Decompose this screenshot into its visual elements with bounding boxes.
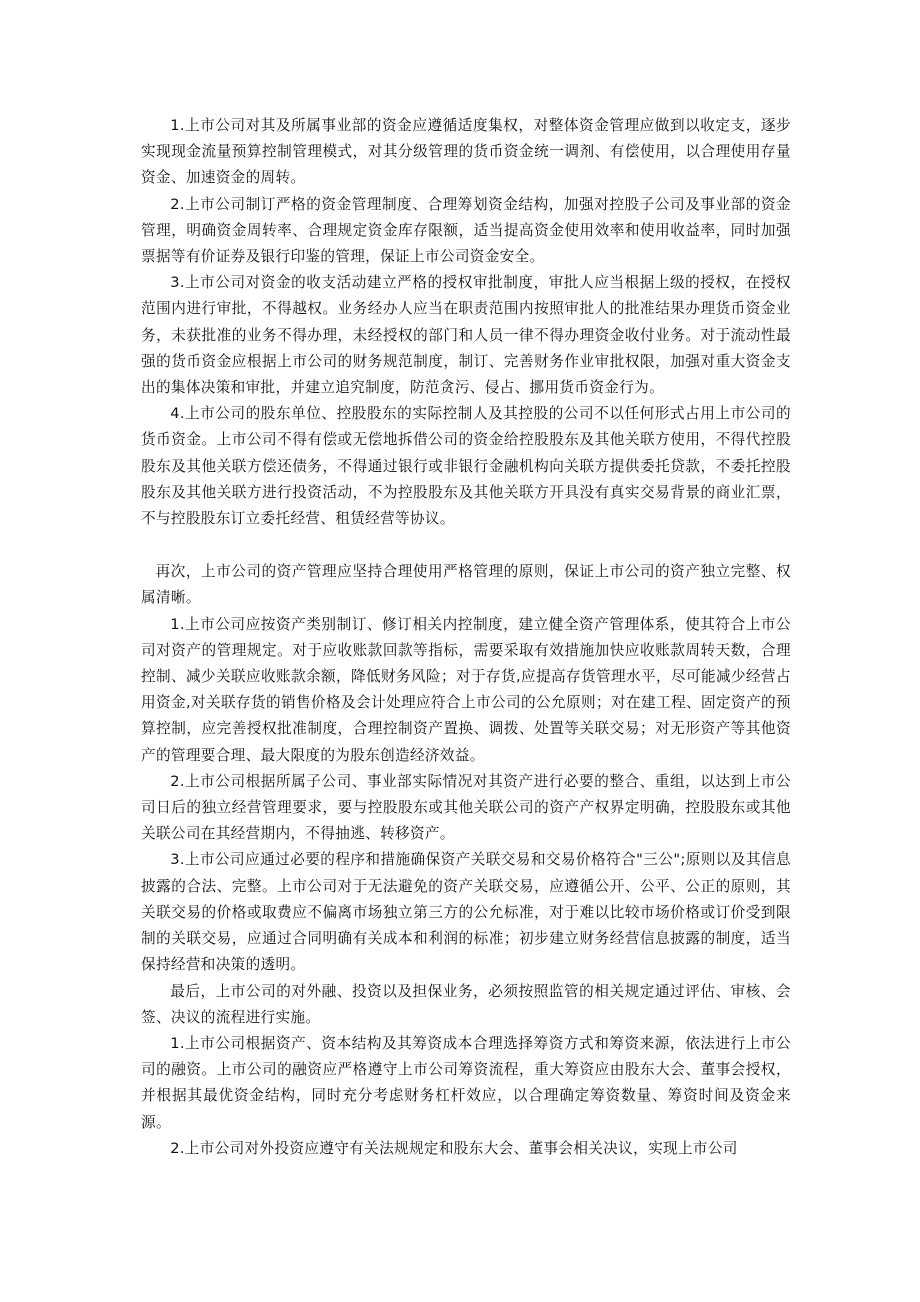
paragraph-cash-management-system: 2.上市公司制订严格的资金管理制度、合理筹划资金结构，加强对控股子公司及事业部的资金管理，明确资金周转率、合理规定资金库存限额，适当提高资金使用效率和使用收益率，同时加强票据等有价证券及银行印鉴的管理，保证上市公司资金安全。: [141, 195, 791, 266]
paragraph-cash-centralization: 1.上市公司对其及所属事业部的资金应遵循适度集权，对整体资金管理应做到以收定支，逐步实现现金流量预算控制管理模式，对其分级管理的货币资金统一调剂、有偿使用，以合理使用存量资金、加速资金的周转。: [141, 117, 791, 187]
document-body: [141, 113, 791, 1162]
paragraph-asset-management-intro: 再次，上市公司的资产管理应坚持合理使用严格管理的原则，保证上市公司的资产独立完整、权属清晰。: [141, 563, 791, 607]
paragraph-no-fund-occupation: 4.上市公司的股东单位、控股股东的实际控制人及其控股的公司不以任何形式占用上市公司的货币资金。上市公司不得有偿或无偿地拆借公司的资金给控股股东及其他关联方使用，不得代控股股东及其他关联方偿还债务，不得通过银行或非银行金融机构向关联方提供委托贷款，不委托控股股东及其他关联方进行投资活动，不为控股股东及其他关联方开具没有真实交易背景的商业汇票，不与控股股东订立委托经营、租赁经营等协议。: [141, 405, 791, 528]
paragraph-asset-restructuring: 2.上市公司根据所属子公司、事业部实际情况对其资产进行必要的整合、重组，以达到上市公司日后的独立经营管理要求，要与控股股东或其他关联公司的资产产权界定明确，控股股东或其他关联公司在其经营期内，不得抽逃、转移资产。: [141, 772, 791, 843]
paragraph-financing-intro: 最后，上市公司的对外融、投资以及担保业务，必须按照监管的相关规定通过评估、审核、会签、决议的流程进行实施。: [141, 982, 791, 1026]
paragraph-asset-control-system: 1.上市公司应按资产类别制订、修订相关内控制度，建立健全资产管理体系，使其符合上市公司对资产的管理规定。对于应收账款回款等指标，需要采取有效措施加快应收账款周转天数，合理控制、减少关联应收账款余额，降低财务风险；对于存货,应提高存货管理水平，尽可能减少经营占用资金,对关联存货的销售价格及会计处理应符合上市公司的公允原则；对在建工程、固定资产的预算控制，应完善授权批准制度，合理控制资产置换、调拨、处置等关联交易；对无形资产等其他资产的管理要合理、最大限度的为股东创造经济效益。: [141, 615, 791, 764]
paragraph-external-investment: 2.上市公司对外投资应遵守有关法规规定和股东大会、董事会相关决议，实现上市公司: [170, 1139, 738, 1157]
paragraph-authorization-approval: 3.上市公司对资金的收支活动建立严格的授权审批制度，审批人应当根据上级的授权，在授权范围内进行审批，不得越权。业务经办人应当在职责范围内按照审批人的批准结果办理货币资金业务，未获批准的业务不得办理，未经授权的部门和人员一律不得办理资金收付业务。对于流动性最强的货币资金应根据上市公司的财务规范制度，制订、完善财务作业审批权限，加强对重大资金支出的集体决策和审批，并建立追究制度，防范贪污、侵占、挪用货币资金行为。: [141, 274, 791, 397]
paragraph-financing-method: 1.上市公司根据资产、资本结构及其筹资成本合理选择筹资方式和筹资来源，依法进行上市公司的融资。上市公司的融资应严格遵守上市公司筹资流程，重大筹资应由股东大会、董事会授权，并根据其最优资金结构，同时充分考虑财务杠杆效应，以合理确定筹资数量、筹资时间及资金来源。: [141, 1034, 791, 1131]
paragraph-related-transactions: 3.上市公司应通过必要的程序和措施确保资产关联交易和交易价格符合"三公";原则以及其信息披露的合法、完整。上市公司对于无法避免的资产关联交易，应遵循公开、公平、公正的原则，其关联交易的价格或取费应不偏离市场独立第三方的公允标准，对于难以比较市场价格或订价受到限制的关联交易，应通过合同明确有关成本和利润的标准；初步建立财务经营信息披露的制度，适当保持经营和决策的透明。: [141, 851, 791, 974]
paragraph-spacer: [141, 532, 791, 559]
